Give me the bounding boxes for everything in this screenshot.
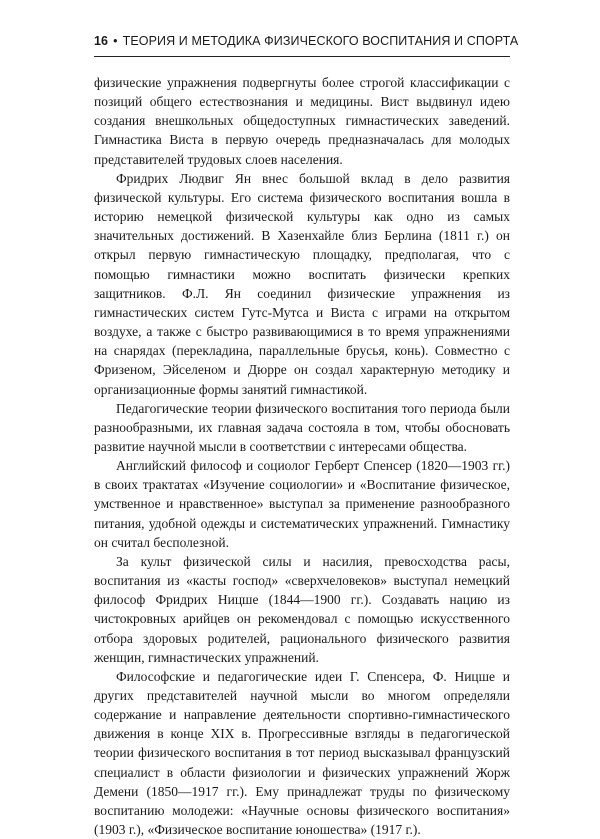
paragraph: За культ физической силы и насилия, превосходства расы, воспитания из «касты господ» «сверхчеловеков» выступал немецкий философ Фридрих Ницше (1844—1900 гг.). Создавать нацию из чистокровных арийцев он рекомендовал с помощью искусственного отбора здоровых родителей, рационального физического развития женщин, гимнастических упражнений. <box>94 553 510 665</box>
paragraph: Английский философ и социолог Герберт Спенсер (1820—1903 гг.) в своих трактатах «Изучение социологии» и «Воспитание физическое, умственное и нравственное» выступал за применение разнообразного питания, удобной одежды и систематических упражнений. Гимнастику он считал бесполезной. <box>94 458 510 550</box>
paragraph: Фридрих Людвиг Ян внес большой вклад в дело развития физической культуры. Его система физического воспитания вошла в историю немецкой физической культуры как одно из самых значительных достижений. В Хазенхайле близ Берлина (1811 г.) он открыл первую гимнастическую площадку, предполагая, что с помощью гимнастики можно воспитать физически крепких защитников. Ф.Л. Ян соединил физические упражнения из гимнастических систем Гутс-Мутса и Виста с играми на открытом воздухе, а также с быстро развивающимися в то время упражнениями на снарядах (перекладина, параллельные брусья, конь). Совместно с Фризеном, Эйселеном и Дюрре он создал характерную методику и организационные формы занятий гимнастикой. <box>94 170 510 397</box>
header-bullet: • <box>113 34 118 48</box>
body-text <box>94 73 510 839</box>
header-rule <box>94 56 510 57</box>
paragraph: физические упражнения подвергнуты более строгой классификации с позиций общего естествознания и медицины. Вист выдвинул идею создания внешкольных общедоступных гимнастических заведений. Гимнастика Виста в первую очередь предназначалась для молодых представителей трудовых слоев населения. <box>94 75 510 167</box>
paragraph: Философские и педагогические идеи Г. Спенсера, Ф. Ницше и других представителей научной мысли во многом определяли содержание и направление деятельности спортивно-гимнастического движения в конце XIX в. Прогрессивные взгляды в педагогической теории физического воспитания в тот период высказывал французский специалист в области физиологии и физических упражнений Жорж Демени (1850—1917 гг.). Ему принадлежат труды по физическому воспитанию молодежи: «Научные основы физического воспитания» (1903 г.), «Физическое воспитание юношества» (1917 г.). <box>94 668 510 838</box>
running-head-title: ТЕОРИЯ И МЕТОДИКА ФИЗИЧЕСКОГО ВОСПИТАНИЯ И СПОРТА <box>122 34 519 48</box>
paragraph: Педагогические теории физического воспитания того периода были разнообразными, их главная задача состояла в том, чтобы обосновать развитие научной мысли в соответствии с интересами общества. <box>94 400 510 454</box>
running-head <box>94 34 519 48</box>
page-number: 16 <box>94 34 109 48</box>
